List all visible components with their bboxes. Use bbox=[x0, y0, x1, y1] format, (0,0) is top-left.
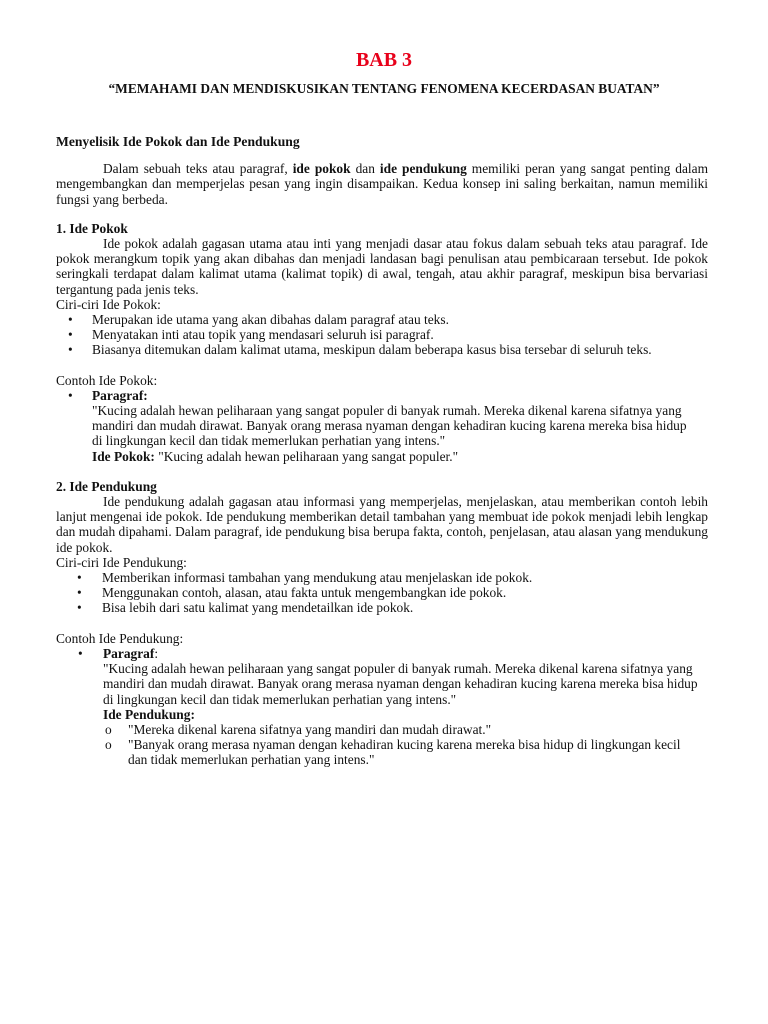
section-1-traits-label: Ciri-ciri Ide Pokok: bbox=[56, 296, 161, 312]
section-1-example-label: Contoh Ide Pokok: bbox=[56, 372, 158, 388]
example-answer-label: Ide Pokok: bbox=[92, 448, 155, 464]
section-1-paragraph: Ide pokok adalah gagasan utama atau inti yang menjadi dasar atau fokus dalam sebuah teks atau paragraf. Ide pokok merangkum topik yang akan dibahas dan menjadi landasan bagi penulisan atau pembicaraan tersebut. Ide pokok seringkali terdapat dalam kalimat utama (kalimat topik) di awal, tengah, atau akhir paragraf, meskipun bisa bervariasi tergantung pada jenis teks. bbox=[56, 236, 708, 297]
example-answer-text: "Kucing adalah hewan peliharaan yang sangat populer." bbox=[154, 448, 459, 464]
example-answers-list bbox=[103, 722, 698, 768]
list-item: • Memberikan informasi tambahan yang mendukung atau menjelaskan ide pokok. bbox=[56, 570, 708, 585]
document-body bbox=[56, 134, 708, 768]
section-subtitle: Menyelisik Ide Pokok dan Ide Pendukung bbox=[56, 134, 300, 149]
section-2-traits-list bbox=[56, 570, 708, 616]
example-paragraph-label: Paragraf: bbox=[92, 387, 148, 403]
example-paragraph-text: "Kucing adalah hewan peliharaan yang sangat populer di banyak rumah. Mereka dikenal karena sifatnya yang mandiri dan mudah dirawat. Banyak orang merasa nyaman dengan kehadiran kucing karena mereka bisa hidup di lingkungan kecil dan tidak memerlukan perhatian yang intens." bbox=[92, 403, 687, 449]
list-item: o "Mereka dikenal karena sifatnya yang mandiri dan mudah dirawat." bbox=[103, 722, 698, 737]
list-item bbox=[56, 388, 708, 464]
section-2-example-list bbox=[56, 646, 708, 768]
example-paragraph-colon: : bbox=[154, 645, 159, 661]
example-answer-label: Ide Pendukung: bbox=[103, 706, 195, 722]
section-1-example-list bbox=[56, 388, 708, 464]
example-paragraph-text: "Kucing adalah hewan peliharaan yang sangat populer di banyak rumah. Mereka dikenal karena sifatnya yang mandiri dan mudah dirawat. Banyak orang merasa nyaman dengan kehadiran kucing karena mereka bisa hidup di lingkungan kecil dan tidak memerlukan perhatian yang intens." bbox=[103, 661, 698, 707]
section-2-paragraph: Ide pendukung adalah gagasan atau informasi yang memperjelas, menjelaskan, atau memberikan contoh lebih lanjut mengenai ide pokok. Ide pendukung memberikan detail tambahan yang membuat ide pokok menjadi lebih lengkap dan mudah dipahami. Dalam paragraf, ide pendukung bisa berupa fakta, contoh, penjelasan, atau alasan yang mendukung ide pokok. bbox=[56, 494, 708, 555]
section-1-heading: 1. Ide Pokok bbox=[56, 220, 128, 236]
intro-term-ide-pokok: ide pokok bbox=[292, 161, 351, 177]
chapter-title: “MEMAHAMI DAN MENDISKUSIKAN TENTANG FENOMENA KECERDASAN BUATAN” bbox=[108, 81, 660, 96]
chapter-heading: BAB 3 bbox=[355, 49, 413, 71]
list-item bbox=[56, 646, 708, 768]
list-item: • Menggunakan contoh, alasan, atau fakta untuk mengembangkan ide pokok. bbox=[56, 585, 708, 600]
intro-paragraph bbox=[56, 161, 708, 207]
section-2-heading: 2. Ide Pendukung bbox=[56, 478, 157, 494]
intro-term-ide-pendukung: ide pendukung bbox=[379, 161, 467, 177]
list-item: • Biasanya ditemukan dalam kalimat utama, meskipun dalam beberapa kasus bisa tersebar di seluruh teks. bbox=[56, 342, 708, 357]
list-item: • Merupakan ide utama yang akan dibahas dalam paragraf atau teks. bbox=[56, 312, 708, 327]
section-2-example-label: Contoh Ide Pendukung: bbox=[56, 630, 184, 646]
intro-text-1: Dalam sebuah teks atau paragraf, bbox=[103, 161, 293, 177]
example-paragraph-label: Paragraf bbox=[103, 645, 155, 661]
list-item: • Menyatakan inti atau topik yang mendasari seluruh isi paragraf. bbox=[56, 327, 708, 342]
list-item: o "Banyak orang merasa nyaman dengan kehadiran kucing karena mereka bisa hidup di lingkungan kecil dan tidak memerlukan perhatian yang intens." bbox=[103, 737, 698, 767]
list-item: • Bisa lebih dari satu kalimat yang mendetailkan ide pokok. bbox=[56, 600, 708, 615]
intro-text-3: memiliki peran yang sangat penting dalam mengembangkan dan memperjelas pesan yang ingin disampaikan. Kedua konsep ini saling berkaitan, namun memiliki fungsi yang berbeda. bbox=[56, 161, 709, 207]
intro-text-2: dan bbox=[350, 161, 380, 177]
section-1-traits-list bbox=[56, 312, 708, 358]
section-2-traits-label: Ciri-ciri Ide Pendukung: bbox=[56, 554, 187, 570]
